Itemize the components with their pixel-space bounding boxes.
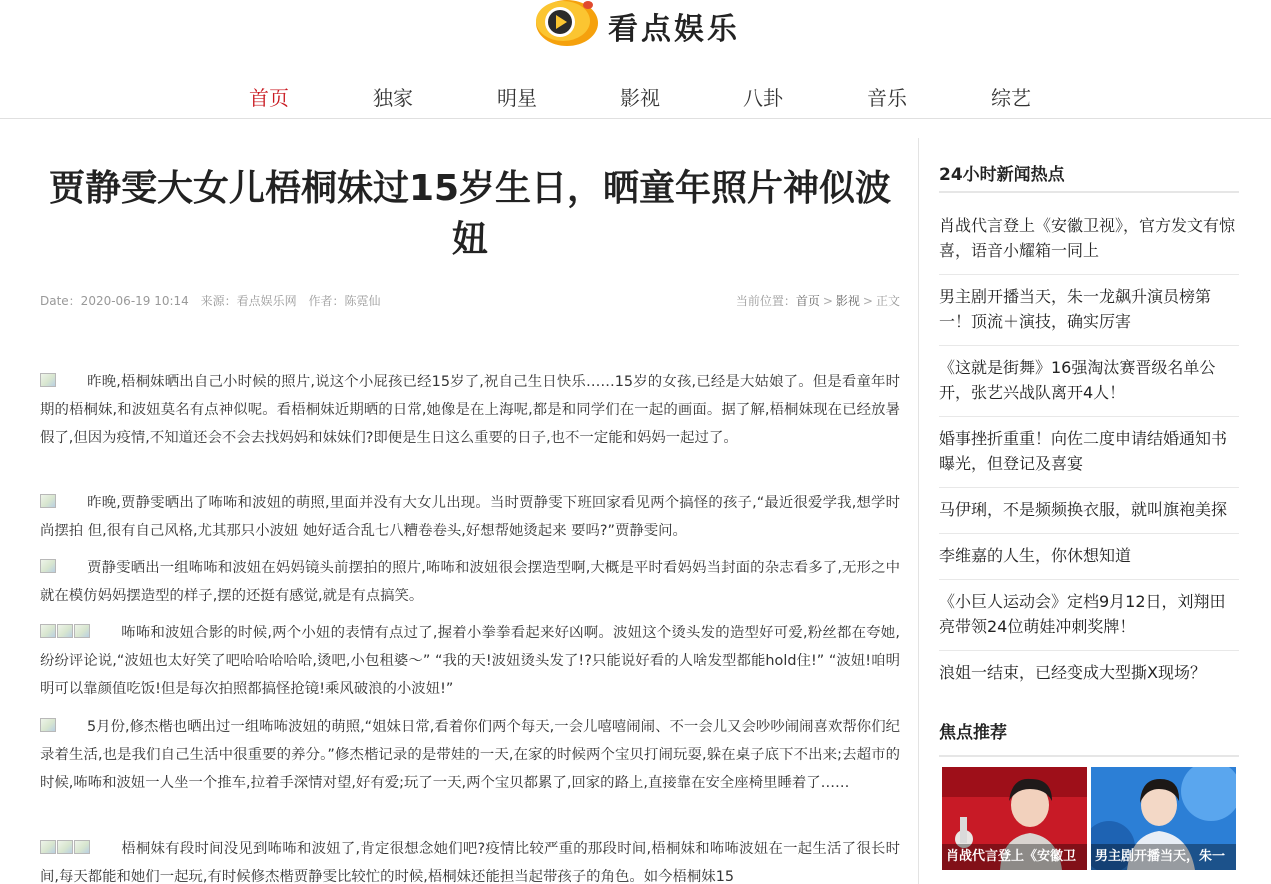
breadcrumb-home[interactable]: 首页 (795, 294, 820, 308)
hot-news-divider (939, 533, 1239, 534)
hot-news-divider (939, 345, 1239, 346)
focus-card[interactable] (1091, 767, 1236, 870)
hot-news-item[interactable]: 男主剧开播当天，朱一龙飙升演员榜第一！顶流＋演技，确实厉害 (939, 287, 1212, 331)
nav-item-home[interactable]: 首页 (249, 86, 289, 110)
broken-image-icon (40, 559, 56, 573)
nav-item-stars[interactable]: 明星 (497, 86, 537, 110)
hot-news-item[interactable]: 李维嘉的人生，你休想知道 (939, 546, 1132, 565)
article-paragraph: 贾静雯晒出一组咘咘和波妞在妈妈镜头前摆拍的照片,咘咘和波妞很会摆造型啊,大概是平时看妈妈当封面的杂志看多了,无形之中就在模仿妈妈摆造型的样子,摆的还挺有感觉,就是有点搞笑。 (40, 560, 900, 604)
article-date: Date：2020-06-19 10:14 (40, 294, 189, 308)
broken-image-icon (57, 840, 73, 854)
broken-image-icon (40, 624, 56, 638)
breadcrumb-separator: > (822, 294, 833, 308)
hot-news-divider (939, 579, 1239, 580)
article-author: 作者：陈霓仙 (308, 294, 381, 308)
broken-image-icon (74, 840, 90, 854)
breadcrumb (736, 292, 900, 309)
article-paragraph: 昨晚,梧桐妹晒出自己小时候的照片,说这个小屁孩已经15岁了,祝自己生日快乐……15岁的女孩,已经是大姑娘了。但是看童年时期的梧桐妹,和波妞莫名有点神似呢。看梧桐妹近期晒的日常,她像是在上海呢,都是和同学们在一起的画面。据了解,梧桐妹现在已经放暑假了,但因为疫情,不知道还会不会去找妈妈和妹妹们?即便是生日这么重要的日子,也不一定能和妈妈一起过了。 (40, 374, 900, 446)
breadcrumb-label: 当前位置： (735, 294, 796, 308)
nav-item-exclusive[interactable]: 独家 (373, 86, 413, 110)
focus-card[interactable] (942, 767, 1087, 870)
article-paragraph: 昨晚,贾静雯晒出了咘咘和波妞的萌照,里面并没有大女儿出现。当时贾静雯下班回家看见两个搞怪的孩子,“最近很爱学我,想学时尚摆拍 但,很有自己风格,尤其那只小波妞 她好适合乱七八糟卷卷头,好想帮她烫起来 要吗?”贾静雯问。 (40, 495, 900, 539)
hot-news-item[interactable]: 《这就是街舞》16强淘汰赛晋级名单公开，张艺兴战队离开4人！ (939, 358, 1216, 402)
hot-news-divider (939, 650, 1239, 651)
article-paragraph: 5月份,修杰楷也晒出过一组咘咘波妞的萌照,“姐妹日常,看着你们两个每天,一会儿嘻嘻闹闹、不一会儿又会吵吵闹闹喜欢帮你们纪录着生活,也是我们自己生活中很重要的养分。”修杰楷记录的是带娃的一天,在家的时候两个宝贝打闹玩耍,躲在桌子底下不出来;去超市的时候,咘咘和波妞一人坐一个推车,拉着手深情对望,好有爱;玩了一天,两个宝贝都累了,回家的路上,直接靠在安全座椅里睡着了…… (40, 719, 900, 791)
article-source: 来源：看点娱乐网 (200, 294, 297, 308)
broken-image-icon (40, 718, 56, 732)
hot-news-item[interactable]: 马伊琍，不是频频换衣服，就叫旗袍美探 (939, 500, 1228, 519)
hot-news-item[interactable]: 《小巨人运动会》定档9月12日，刘翔田亮带领24位萌娃冲刺奖牌！ (939, 592, 1226, 636)
hot-news-title: 24小时新闻热点 (939, 165, 1065, 185)
logo-text: 看点娱乐 (608, 12, 740, 47)
play-button-icon (533, 0, 599, 48)
article-paragraph: 梧桐妹有段时间没见到咘咘和波妞了,肯定很想念她们吧?疫情比较严重的那段时间,梧桐妹和咘咘波妞在一起生活了很长时间,每天都能和她们一起玩,有时候修杰楷贾静雯比较忙的时候,梧桐妹还能担当起带孩子的角色。如今梧桐妹15 (40, 841, 900, 884)
broken-image-icon (40, 840, 56, 854)
main-nav (0, 82, 1271, 112)
hot-news-divider (939, 274, 1239, 275)
broken-image-icon (40, 494, 56, 508)
nav-item-film-tv[interactable]: 影视 (620, 86, 660, 110)
focus-title-underline (939, 755, 1239, 757)
hot-news-item[interactable]: 浪姐一结束，已经变成大型撕X现场？ (939, 663, 1206, 682)
article-meta (40, 292, 389, 309)
hot-news-divider (939, 487, 1239, 488)
hot-news-divider (939, 416, 1239, 417)
nav-item-music[interactable]: 音乐 (867, 86, 907, 110)
breadcrumb-current: 正文 (875, 294, 900, 308)
hot-news-item[interactable]: 婚事挫折重重！向佐二度申请结婚通知书曝光，但登记及喜宴 (939, 429, 1228, 473)
focus-card-caption: 肖战代言登上《安徽卫 (942, 844, 1087, 870)
broken-image-icon (74, 624, 90, 638)
site-logo[interactable] (530, 0, 760, 50)
breadcrumb-film-tv[interactable]: 影视 (835, 294, 860, 308)
hot-news-item[interactable]: 肖战代言登上《安徽卫视》，官方发文有惊喜，语音小耀箱一同上 (939, 216, 1236, 260)
article (40, 119, 900, 884)
nav-item-gossip[interactable]: 八卦 (743, 86, 783, 110)
focus-card-caption: 男主剧开播当天，朱一 (1091, 844, 1236, 870)
hot-news-title-underline (939, 191, 1239, 193)
broken-image-icon (57, 624, 73, 638)
broken-image-icon (40, 373, 56, 387)
article-title: 贾静雯大女儿梧桐妹过15岁生日，晒童年照片神似波妞 (48, 168, 892, 260)
column-divider (918, 138, 919, 884)
article-paragraph: 咘咘和波妞合影的时候,两个小妞的表情有点过了,握着小拳拳看起来好凶啊。波妞这个烫头发的造型好可爱,粉丝都在夸她,纷纷评论说,“波妞也太好笑了吧哈哈哈哈哈,烫吧,小包租婆～” “我的天!波妞烫头发了!?只能说好看的人啥发型都能hold住!” “波妞!咱明明可以靠颜值吃饭!但是每次拍照都搞怪抢镜!乘风破浪的小波妞!” (40, 625, 900, 697)
nav-item-variety[interactable]: 综艺 (991, 86, 1031, 110)
focus-title: 焦点推荐 (939, 723, 1007, 743)
site-header (0, 0, 1271, 119)
breadcrumb-separator: > (862, 294, 873, 308)
